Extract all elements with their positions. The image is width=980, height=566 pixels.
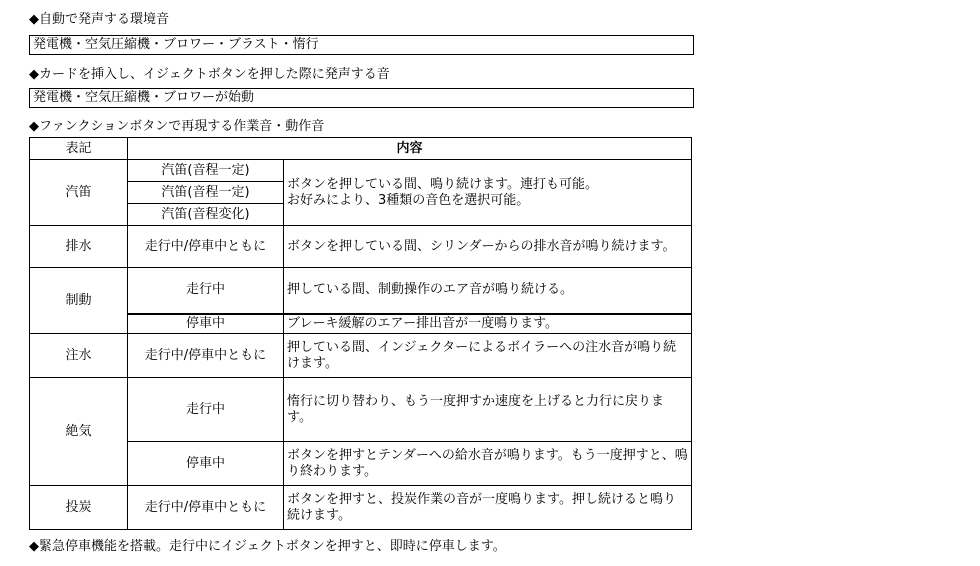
drain-label: 排水 — [30, 226, 128, 268]
table-row — [30, 486, 692, 530]
function-sound-heading: ◆ファンクションボタンで再現する作業音・動作音 — [29, 119, 325, 134]
drain-condition: 走行中/停車中ともに — [128, 226, 284, 268]
whistle-condition-3: 汽笛(音程変化) — [128, 204, 284, 226]
brake-label: 制動 — [30, 268, 128, 334]
steam-off-condition-stopped: 停車中 — [128, 442, 284, 486]
drain-description: ボタンを押している間、シリンダーからの排水音が鳴り続けます。 — [284, 226, 692, 268]
water-label: 注水 — [30, 334, 128, 378]
whistle-description — [284, 160, 692, 226]
table-header-row — [30, 138, 692, 160]
table-row — [30, 226, 692, 268]
steam-off-condition-running: 走行中 — [128, 378, 284, 442]
header-content: 内容 — [128, 138, 692, 160]
coal-label: 投炭 — [30, 486, 128, 530]
brake-description-stopped: ブレーキ緩解のエアー排出音が一度鳴ります。 — [284, 314, 692, 334]
steam-off-description-running: 惰行に切り替わり、もう一度押すか速度を上げると力行に戻ります。 — [284, 378, 692, 442]
function-sound-table — [29, 137, 692, 530]
water-condition: 走行中/停車中ともに — [128, 334, 284, 378]
whistle-desc-line1: ボタンを押している間、鳴り続けます。連打も可能。 — [287, 176, 598, 192]
header-label: 表記 — [30, 138, 128, 160]
table-row — [30, 160, 692, 182]
steam-off-label: 絶気 — [30, 378, 128, 486]
card-insert-list: 発電機・空気圧縮機・ブロワーが始動 — [29, 88, 694, 108]
whistle-condition-2: 汽笛(音程一定) — [128, 182, 284, 204]
coal-description: ボタンを押すと、投炭作業の音が一度鳴ります。押し続けると鳴り続けます。 — [284, 486, 692, 530]
whistle-condition-1: 汽笛(音程一定) — [128, 160, 284, 182]
emergency-stop-note: ◆緊急停車機能を搭載。走行中にイジェクトボタンを押すと、即時に停車します。 — [29, 539, 506, 554]
table-row — [30, 442, 692, 486]
auto-sound-heading: ◆自動で発声する環境音 — [29, 12, 169, 27]
brake-description-running: 押している間、制動操作のエア音が鳴り続ける。 — [284, 268, 692, 314]
table-row — [30, 314, 692, 334]
auto-sound-list: 発電機・空気圧縮機・ブロワー・ブラスト・惰行 — [29, 35, 694, 55]
whistle-label: 汽笛 — [30, 160, 128, 226]
water-description: 押している間、インジェクターによるボイラーへの注水音が鳴り続けます。 — [284, 334, 692, 378]
table-row — [30, 268, 692, 314]
coal-condition: 走行中/停車中ともに — [128, 486, 284, 530]
steam-off-description-stopped: ボタンを押すとテンダーへの給水音が鳴ります。もう一度押すと、鳴り終わります。 — [284, 442, 692, 486]
table-row — [30, 334, 692, 378]
whistle-desc-line2: お好みにより、3種類の音色を選択可能。 — [287, 192, 530, 208]
table-row — [30, 378, 692, 442]
brake-condition-stopped: 停車中 — [128, 314, 284, 334]
card-insert-heading: ◆カードを挿入し、イジェクトボタンを押した際に発声する音 — [29, 67, 390, 82]
brake-condition-running: 走行中 — [128, 268, 284, 314]
